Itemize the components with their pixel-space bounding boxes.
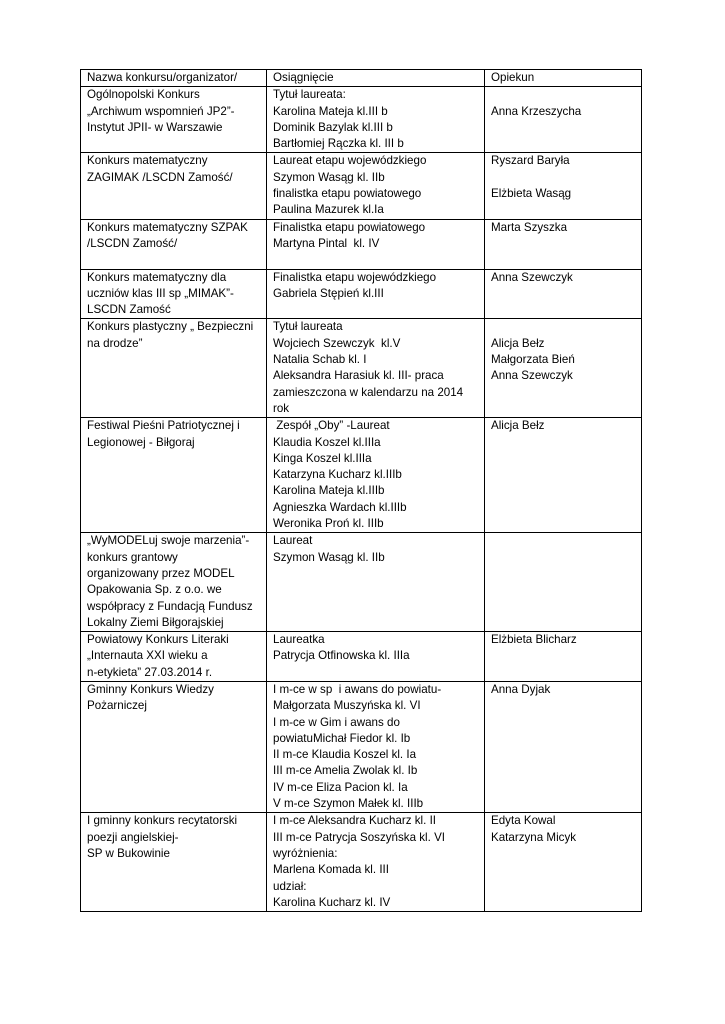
cell-line: Paulina Mazurek kl.Ia <box>273 203 384 217</box>
cell-line: Konkurs matematyczny SZPAK <box>87 220 248 234</box>
cell-line: Anna Krzeszycha <box>491 104 582 118</box>
cell-line: Gabriela Stępień kl.III <box>273 286 384 300</box>
cell-line: na drodze” <box>87 336 143 350</box>
cell-line: LSCDN Zamość <box>87 303 171 317</box>
cell-line: Katarzyna Kucharz kl.IIIb <box>273 468 402 482</box>
achievement-cell <box>267 681 485 812</box>
competition-name-cell <box>81 87 267 153</box>
cell-line: zamieszczona w kalendarzu na 2014 <box>273 385 464 399</box>
cell-line: Finalistka etapu powiatowego <box>273 220 426 234</box>
cell-line: wyróżnienia: <box>273 846 338 860</box>
cell-line: III m-ce Patrycja Soszyńska kl. VI <box>273 830 446 844</box>
table-body <box>81 87 642 912</box>
achievement-cell <box>267 813 485 912</box>
achievement-cell <box>267 533 485 632</box>
achievement-cell <box>267 219 485 269</box>
cell-line: uczniów klas III sp „MIMAK”- <box>87 286 234 300</box>
cell-line: udział: <box>273 879 307 893</box>
cell-gap <box>87 186 261 202</box>
table-row <box>81 219 642 269</box>
cell-line: Dominik Bazylak kl.III b <box>273 120 393 134</box>
tutor-cell <box>485 319 642 418</box>
cell-line: I m-ce Aleksandra Kucharz kl. II <box>273 814 437 828</box>
cell-line: „Archiwum wspomnień JP2”- <box>87 104 235 118</box>
tutor-cell <box>485 219 642 269</box>
cell-line: Anna Szewczyk <box>491 270 573 284</box>
header-achievement: Osiągnięcie <box>267 70 485 87</box>
cell-line: Anna Szewczyk <box>491 369 573 383</box>
cell-line: poezji angielskiej- <box>87 830 179 844</box>
cell-line: konkurs grantowy <box>87 550 178 564</box>
cell-line: Klaudia Koszel kl.IIIa <box>273 435 381 449</box>
header-tutor: Opiekun <box>485 70 642 87</box>
competition-name-cell <box>81 681 267 812</box>
cell-line: Elżbieta Wasąg <box>491 187 572 201</box>
cell-line: Festiwal Pieśni Patriotycznej i <box>87 419 240 433</box>
cell-line: Patrycja Otfinowska kl. IIIa <box>273 649 410 663</box>
achievement-cell <box>267 269 485 319</box>
table-row <box>81 418 642 533</box>
cell-line: Ryszard Baryła <box>491 154 570 168</box>
table-row <box>81 319 642 418</box>
competition-name-cell <box>81 632 267 682</box>
competition-name-cell <box>81 269 267 319</box>
cell-line: Alicja Bełz <box>491 336 545 350</box>
cell-line: Tytuł laureata: <box>273 88 346 102</box>
table-row <box>81 813 642 912</box>
cell-line: Powiatowy Konkurs Literaki <box>87 633 229 647</box>
competition-name-cell <box>81 533 267 632</box>
tutor-cell <box>485 813 642 912</box>
tutor-cell <box>485 269 642 319</box>
cell-line <box>491 170 636 186</box>
cell-line: Opakowania Sp. z o.o. we <box>87 583 222 597</box>
cell-line: Alicja Bełz <box>491 419 545 433</box>
competition-name-cell <box>81 418 267 533</box>
cell-line: Weronika Proń kl. IIIb <box>273 517 384 531</box>
cell-line: Marta Szyszka <box>491 220 568 234</box>
cell-line: Karolina Mateja kl.IIIb <box>273 484 385 498</box>
achievement-cell <box>267 418 485 533</box>
cell-line: Zespół „Oby” -Laureat <box>273 419 390 433</box>
table-row <box>81 533 642 632</box>
cell-line: III m-ce Amelia Zwolak kl. Ib <box>273 764 418 778</box>
cell-line: I gminny konkurs recytatorski <box>87 814 238 828</box>
cell-line: Małgorzata Bień <box>491 353 575 367</box>
tutor-cell <box>485 632 642 682</box>
table-row <box>81 269 642 319</box>
cell-line: organizowany przez MODEL <box>87 566 235 580</box>
cell-line: n-etykieta” 27.03.2014 r. <box>87 665 213 679</box>
table-row <box>81 681 642 812</box>
competition-name-cell <box>81 319 267 418</box>
cell-line: SP w Bukowinie <box>87 846 170 860</box>
cell-line: /LSCDN Zamość/ <box>87 236 178 250</box>
tutor-cell <box>485 681 642 812</box>
cell-line: Laureat etapu wojewódzkiego <box>273 154 427 168</box>
cell-line: Gminny Konkurs Wiedzy <box>87 682 214 696</box>
tutor-cell <box>485 153 642 219</box>
cell-line: rok <box>273 401 290 415</box>
cell-line: Bartłomiej Rączka kl. III b <box>273 137 404 151</box>
cell-line: Martyna Pintal kl. IV <box>273 236 380 250</box>
achievement-cell <box>267 319 485 418</box>
table-row <box>81 632 642 682</box>
cell-line: II m-ce Klaudia Koszel kl. Ia <box>273 748 417 762</box>
achievement-cell <box>267 632 485 682</box>
cell-line: Konkurs matematyczny <box>87 154 208 168</box>
cell-line: ZAGIMAK /LSCDN Zamość/ <box>87 170 233 184</box>
tutor-cell <box>485 418 642 533</box>
cell-line: I m-ce w sp i awans do powiatu- <box>273 682 442 696</box>
cell-line: Edyta Kowal <box>491 814 556 828</box>
competition-name-cell <box>81 153 267 219</box>
cell-line: Instytut JPII- w Warszawie <box>87 120 223 134</box>
cell-gap <box>87 252 261 268</box>
cell-line: Pożarniczej <box>87 699 147 713</box>
cell-line: Natalia Schab kl. I <box>273 353 367 367</box>
cell-line: Elżbieta Blicharz <box>491 633 577 647</box>
achievement-cell <box>267 87 485 153</box>
cell-line: Legionowej - Biłgoraj <box>87 435 195 449</box>
cell-line: Szymon Wasąg kl. IIb <box>273 550 385 564</box>
cell-line: „Internauta XXI wieku a <box>87 649 208 663</box>
cell-line: powiatuMichał Fiedor kl. Ib <box>273 731 411 745</box>
cell-line: I m-ce w Gim i awans do <box>273 715 400 729</box>
cell-line: V m-ce Szymon Małek kl. IIIb <box>273 797 424 811</box>
competition-results-table <box>80 69 642 912</box>
cell-line: IV m-ce Eliza Pacion kl. Ia <box>273 780 408 794</box>
cell-line: Tytuł laureata <box>273 320 343 334</box>
cell-line: Karolina Mateja kl.III b <box>273 104 388 118</box>
cell-line: Konkurs matematyczny dla <box>87 270 227 284</box>
cell-line: Katarzyna Micyk <box>491 830 577 844</box>
cell-line: finalistka etapu powiatowego <box>273 187 422 201</box>
table-header-row <box>81 70 642 87</box>
table-row <box>81 153 642 219</box>
cell-line: Agnieszka Wardach kl.IIIb <box>273 500 407 514</box>
cell-line: Finalistka etapu wojewódzkiego <box>273 270 437 284</box>
cell-line: Karolina Kucharz kl. IV <box>273 895 391 909</box>
cell-line: Aleksandra Harasiuk kl. III- praca <box>273 369 444 383</box>
header-competition-name: Nazwa konkursu/organizator/ <box>81 70 267 87</box>
cell-line: Małgorzata Muszyńska kl. VI <box>273 699 421 713</box>
cell-line: Ogólnopolski Konkurs <box>87 88 200 102</box>
cell-line: Wojciech Szewczyk kl.V <box>273 336 401 350</box>
cell-line: Szymon Wasąg kl. IIb <box>273 170 385 184</box>
cell-line: Kinga Koszel kl.IIIa <box>273 451 372 465</box>
cell-line: Konkurs plastyczny „ Bezpieczni <box>87 320 254 334</box>
cell-line <box>491 319 636 335</box>
achievement-cell <box>267 153 485 219</box>
competition-name-cell <box>81 219 267 269</box>
cell-line: Laureat <box>273 534 313 548</box>
cell-line <box>491 87 636 103</box>
cell-line: współpracy z Fundacją Fundusz <box>87 599 253 613</box>
tutor-cell <box>485 533 642 632</box>
tutor-cell <box>485 87 642 153</box>
cell-line: „WyMODELuj swoje marzenia”- <box>87 534 250 548</box>
cell-line: Marlena Komada kl. III <box>273 863 389 877</box>
cell-line: Lokalny Ziemi Biłgorajskiej <box>87 615 224 629</box>
table-row <box>81 87 642 153</box>
cell-line: Anna Dyjak <box>491 682 551 696</box>
competition-name-cell <box>81 813 267 912</box>
cell-line: Laureatka <box>273 633 325 647</box>
